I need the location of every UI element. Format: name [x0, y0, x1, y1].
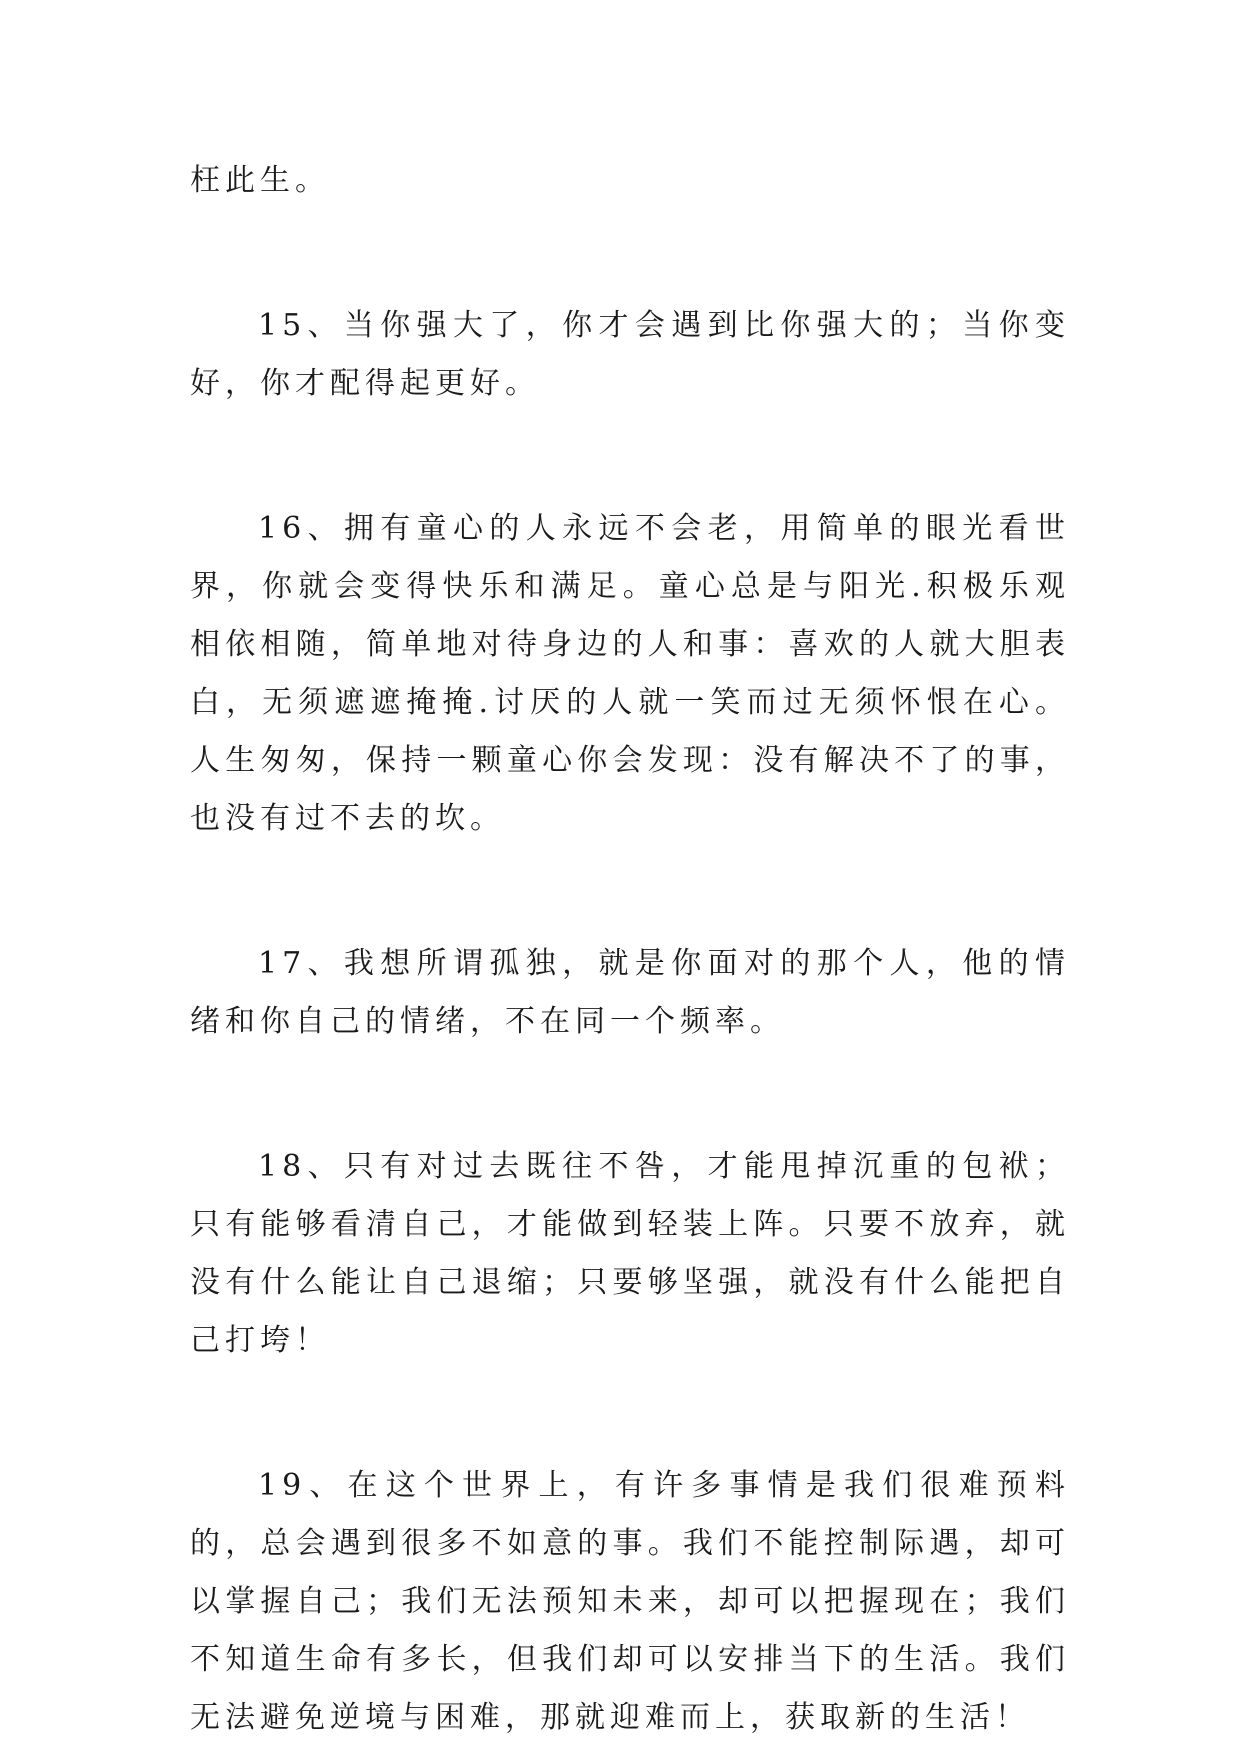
paragraph-16: 16、拥有童心的人永远不会老，用简单的眼光看世界，你就会变得快乐和满足。童心总是与阳光.积极乐观相依相随，简单地对待身边的人和事：喜欢的人就大胆表白，无须遮遮掩掩.讨厌的人就一笑而过无须怀恨在心。人生匆匆，保持一颗童心你会发现：没有解决不了的事，也没有过不去的坎。: [190, 511, 1070, 836]
document-body: [190, 152, 1070, 1747]
paragraph-14-continuation: 枉此生。: [190, 163, 330, 198]
paragraph-15: 15、当你强大了，你才会遇到比你强大的；当你变好，你才配得起更好。: [190, 308, 1070, 401]
paragraph-18: 18、只有对过去既往不咎，才能甩掉沉重的包袱；只有能够看清自己，才能做到轻装上阵。只要不放弃，就没有什么能让自己退缩；只要够坚强，就没有什么能把自己打垮！: [190, 1149, 1070, 1358]
paragraph-17: 17、我想所谓孤独，就是你面对的那个人，他的情绪和你自己的情绪，不在同一个频率。: [190, 946, 1070, 1039]
paragraph-19: 19、在这个世界上，有许多事情是我们很难预料的，总会遇到很多不如意的事。我们不能控制际遇，却可以掌握自己；我们无法预知未来，却可以把握现在；我们不知道生命有多长，但我们却可以安排当下的生活。我们无法避免逆境与困难，那就迎难而上，获取新的生活！: [190, 1468, 1070, 1735]
